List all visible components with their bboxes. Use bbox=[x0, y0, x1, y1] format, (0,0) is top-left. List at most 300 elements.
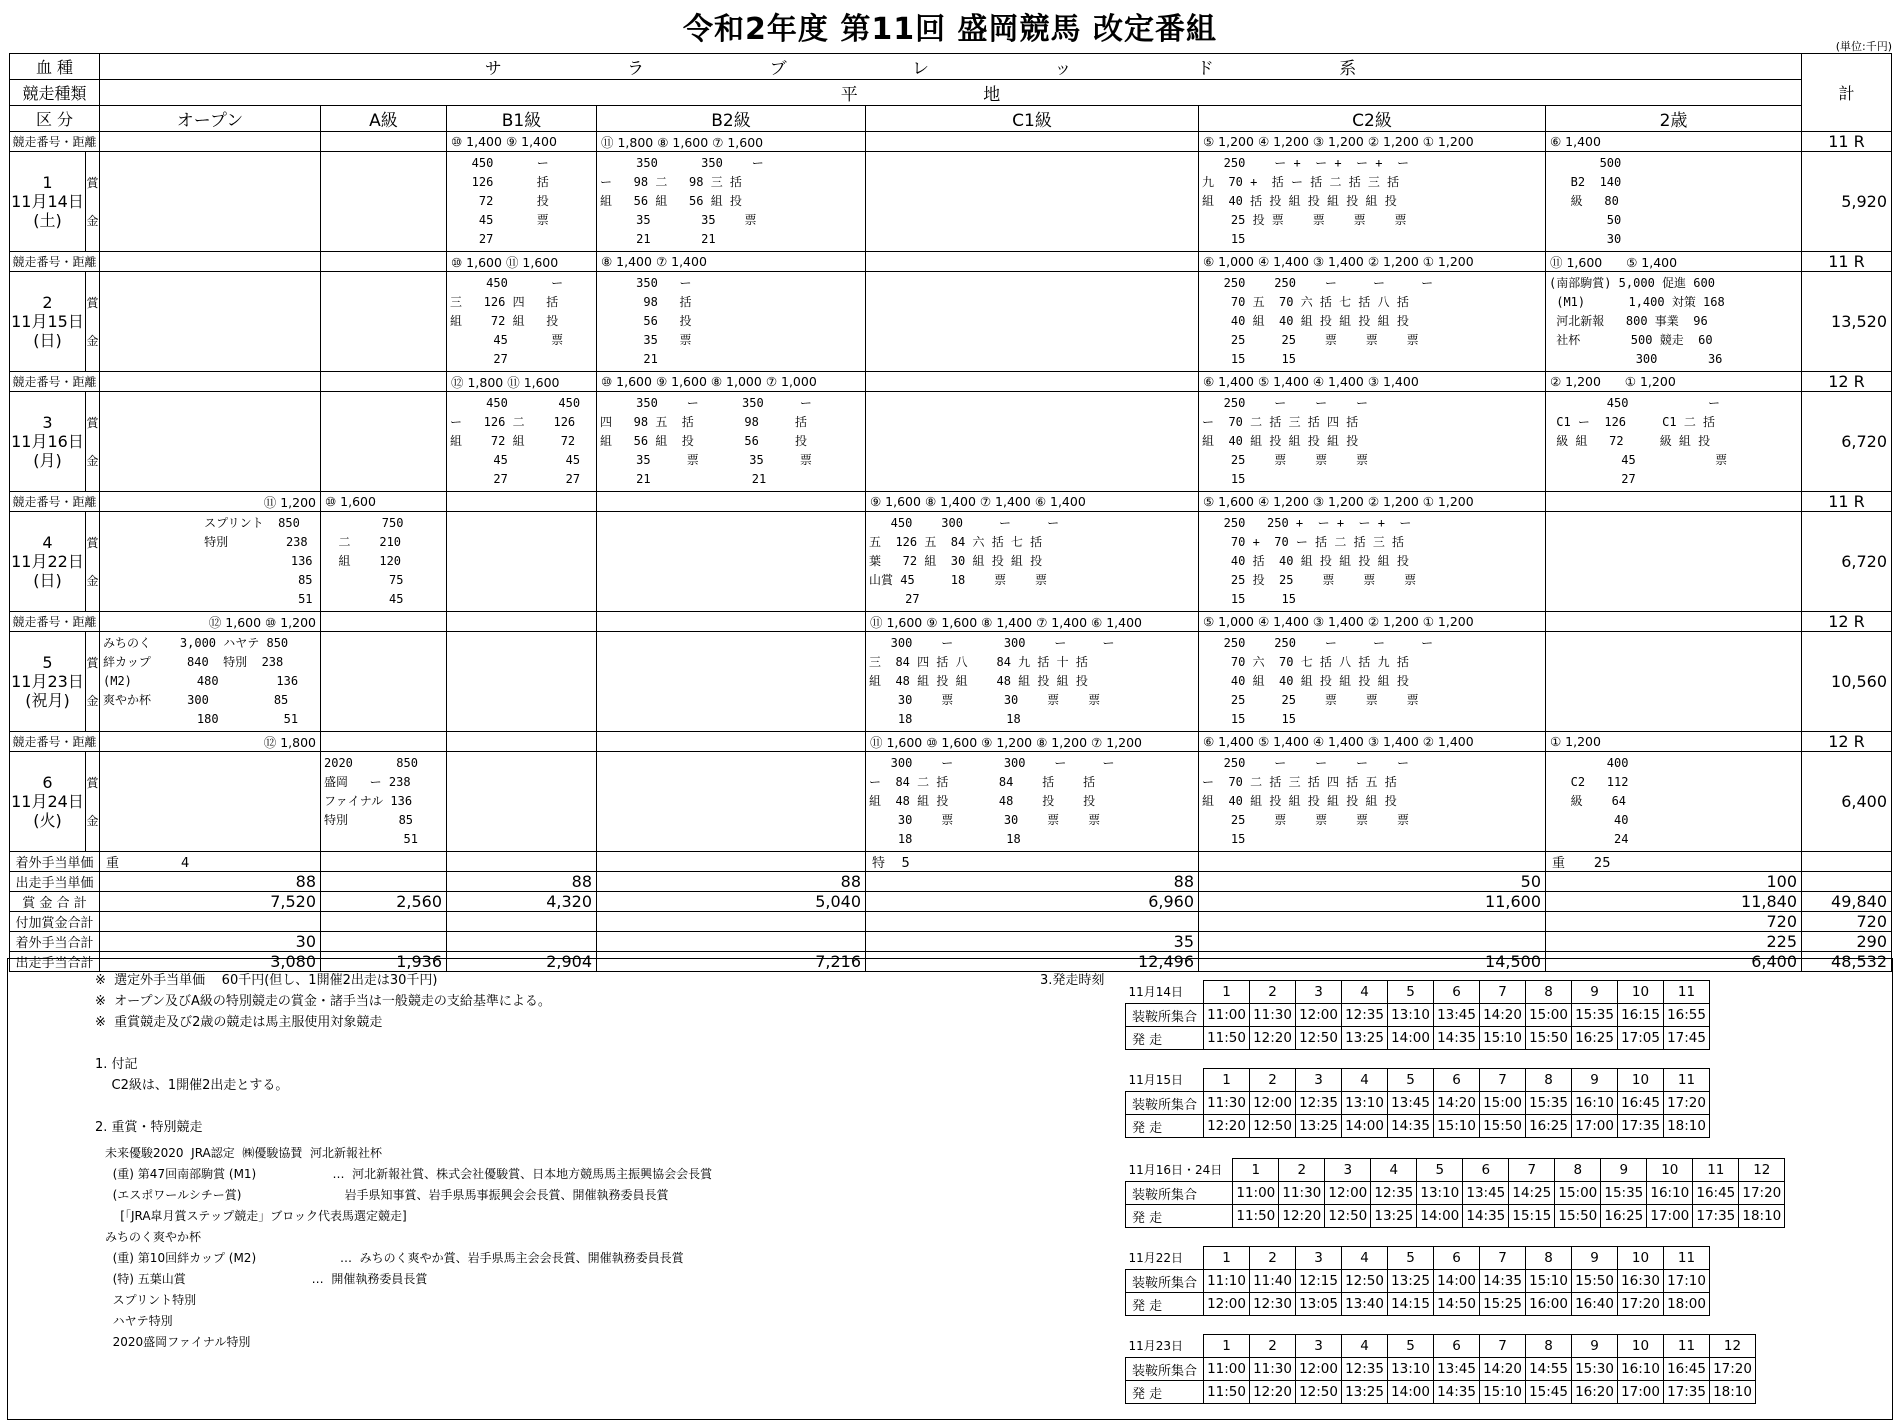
race-number: 1 bbox=[1204, 1069, 1250, 1092]
prize-money bbox=[321, 632, 446, 636]
summary-cell bbox=[321, 852, 447, 872]
distance-label: 競走番号・距離 bbox=[10, 372, 100, 392]
race-distance: ⑤ 1,600 ④ 1,200 ③ 1,200 ② 1,200 ① 1,200 bbox=[1199, 492, 1546, 512]
race-type-value: 平 地 bbox=[100, 80, 1802, 106]
race-distance bbox=[1546, 492, 1802, 512]
race-distance bbox=[321, 252, 447, 272]
race-number: 10 bbox=[1618, 1069, 1664, 1092]
day-prize-total: 5,920 bbox=[1802, 152, 1892, 252]
prize-label-text: 金 bbox=[86, 333, 99, 348]
assembly-label: 装鞍所集合 bbox=[1126, 1092, 1204, 1115]
prize-cell bbox=[321, 512, 447, 612]
race-number: 3 bbox=[1325, 1159, 1371, 1182]
assembly-time: 14:35 bbox=[1480, 1270, 1526, 1293]
start-time: 18:10 bbox=[1710, 1381, 1756, 1404]
prize-cell bbox=[100, 512, 321, 612]
start-time: 13:40 bbox=[1342, 1293, 1388, 1316]
race-number: 1 bbox=[1204, 1247, 1250, 1270]
prize-cell bbox=[321, 392, 447, 492]
day-of-week: (土) bbox=[33, 211, 62, 230]
assembly-label: 装鞍所集合 bbox=[1126, 1358, 1204, 1381]
prize-cell bbox=[100, 272, 321, 372]
timetable-date: 11月14日 bbox=[1128, 985, 1184, 1000]
day-number: 5 bbox=[42, 653, 53, 672]
prize-money: 400 C2 112 級 64 40 24 bbox=[1570, 756, 1629, 846]
start-time: 12:50 bbox=[1296, 1027, 1342, 1050]
prize-label-text: 賞 bbox=[86, 775, 99, 790]
prize-cell bbox=[866, 152, 1199, 252]
race-number: 5 bbox=[1388, 1335, 1434, 1358]
race-day bbox=[10, 752, 86, 852]
start-time: 15:10 bbox=[1480, 1027, 1526, 1050]
assembly-time: 16:10 bbox=[1647, 1182, 1693, 1205]
start-time: 12:20 bbox=[1279, 1205, 1325, 1228]
race-distance bbox=[447, 612, 597, 632]
race-distance: ⑪ 1,800 ⑧ 1,600 ⑦ 1,600 bbox=[597, 132, 866, 152]
prize-cell bbox=[1546, 272, 1802, 372]
race-number: 1 bbox=[1204, 981, 1250, 1004]
prize-money bbox=[597, 512, 865, 516]
assembly-time: 15:00 bbox=[1526, 1004, 1572, 1027]
assembly-time: 12:35 bbox=[1296, 1092, 1342, 1115]
assembly-time: 17:20 bbox=[1664, 1092, 1710, 1115]
prize-money: スプリント 850 特別 238 136 85 51 bbox=[204, 516, 313, 606]
assembly-time: 13:45 bbox=[1388, 1092, 1434, 1115]
summary-cell: 3,080 bbox=[100, 952, 321, 972]
prize-money bbox=[866, 152, 1198, 156]
prize-cell bbox=[1546, 752, 1802, 852]
total-races: 12 R bbox=[1802, 612, 1892, 632]
race-number: 3 bbox=[1296, 981, 1342, 1004]
assembly-time: 14:25 bbox=[1509, 1182, 1555, 1205]
start-time: 15:10 bbox=[1480, 1381, 1526, 1404]
race-distance: ⑧ 1,400 ⑦ 1,400 bbox=[597, 252, 866, 272]
assembly-time: 12:35 bbox=[1342, 1004, 1388, 1027]
prize-cell bbox=[866, 632, 1199, 732]
assembly-time: 15:35 bbox=[1526, 1092, 1572, 1115]
assembly-time: 14:20 bbox=[1480, 1358, 1526, 1381]
start-time: 14:35 bbox=[1388, 1115, 1434, 1138]
assembly-time: 16:30 bbox=[1618, 1270, 1664, 1293]
race-number: 7 bbox=[1509, 1159, 1555, 1182]
prize-money bbox=[447, 632, 596, 636]
prize-cell bbox=[866, 392, 1199, 492]
start-time: 17:00 bbox=[1572, 1115, 1618, 1138]
prize-money bbox=[321, 152, 446, 156]
start-time: 18:10 bbox=[1739, 1205, 1785, 1228]
day-date: 11月23日 bbox=[11, 672, 84, 691]
class-header: オープン bbox=[100, 106, 321, 132]
distance-label: 競走番号・距離 bbox=[10, 132, 100, 152]
day-date: 11月16日 bbox=[11, 432, 84, 451]
race-number: 11 bbox=[1664, 981, 1710, 1004]
prize-cell bbox=[597, 512, 866, 612]
prize-cell bbox=[866, 272, 1199, 372]
race-number: 11 bbox=[1664, 1335, 1710, 1358]
prize-money: 250 250 ー ー ー 70 六 70 七 括 八 括 九 括 40 組 40 組 投 組 投 組 投 25 25 票 票 票 15 15 bbox=[1223, 636, 1434, 726]
prize-money: 450 ー 126 括 72 投 45 票 27 bbox=[471, 156, 549, 246]
assembly-time: 12:00 bbox=[1296, 1358, 1342, 1381]
total-races: 11 R bbox=[1802, 492, 1892, 512]
race-distance bbox=[1546, 612, 1802, 632]
start-time: 14:15 bbox=[1388, 1293, 1434, 1316]
prize-cell bbox=[100, 752, 321, 852]
race-number: 3 bbox=[1296, 1247, 1342, 1270]
race-number: 9 bbox=[1601, 1159, 1647, 1182]
start-time-table bbox=[1125, 1334, 1756, 1404]
race-number: 4 bbox=[1342, 1335, 1388, 1358]
prize-cell bbox=[100, 392, 321, 492]
prize-money: 500 B2 140 級 80 50 30 bbox=[1570, 156, 1622, 246]
start-time: 17:00 bbox=[1618, 1381, 1664, 1404]
summary-cell: 重 25 bbox=[1546, 852, 1802, 872]
prize-money: 450 450 ー 126 二 126 組 72 組 72 45 45 27 27 bbox=[450, 396, 581, 486]
summary-cell: 720 bbox=[1546, 912, 1802, 932]
race-number: 4 bbox=[1342, 1247, 1388, 1270]
assembly-time: 15:35 bbox=[1572, 1004, 1618, 1027]
summary-cell: 88 bbox=[597, 872, 866, 892]
summary-cell bbox=[866, 912, 1199, 932]
race-number: 2 bbox=[1250, 1247, 1296, 1270]
start-time: 12:50 bbox=[1296, 1381, 1342, 1404]
summary-label: 着外手当合計 bbox=[10, 932, 100, 952]
summary-cell bbox=[100, 912, 321, 932]
assembly-time: 14:20 bbox=[1480, 1004, 1526, 1027]
race-day bbox=[10, 152, 86, 252]
race-number: 11 bbox=[1693, 1159, 1739, 1182]
prize-label bbox=[86, 512, 100, 612]
race-distance: ⑪ 1,600 ⑤ 1,400 bbox=[1546, 252, 1802, 272]
start-time: 16:25 bbox=[1601, 1205, 1647, 1228]
summary-total: 49,840 bbox=[1802, 892, 1892, 912]
race-distance bbox=[447, 732, 597, 752]
start-time: 12:00 bbox=[1204, 1293, 1250, 1316]
total-races: 12 R bbox=[1802, 732, 1892, 752]
day-prize-total: 6,720 bbox=[1802, 392, 1892, 492]
prize-money bbox=[100, 272, 320, 276]
race-number: 3 bbox=[1296, 1335, 1342, 1358]
summary-cell: 100 bbox=[1546, 872, 1802, 892]
prize-cell bbox=[1546, 392, 1802, 492]
prize-money: 250 ー + ー + ー + ー 九 70 + 括 ー 括 二 括 三 括 組 40 括 投 組 投 組 投 組 投 25 投 票 票 票 票 15 bbox=[1202, 156, 1409, 246]
race-number: 6 bbox=[1434, 1335, 1480, 1358]
total-races: 11 R bbox=[1802, 132, 1892, 152]
assembly-time: 11:40 bbox=[1250, 1270, 1296, 1293]
summary-cell: 11,840 bbox=[1546, 892, 1802, 912]
summary-cell bbox=[321, 932, 447, 952]
race-number: 9 bbox=[1572, 1069, 1618, 1092]
assembly-time: 11:10 bbox=[1204, 1270, 1250, 1293]
assembly-time: 12:50 bbox=[1342, 1270, 1388, 1293]
race-number: 9 bbox=[1572, 981, 1618, 1004]
class-label: 区 分 bbox=[10, 106, 100, 132]
race-number: 6 bbox=[1463, 1159, 1509, 1182]
prize-label bbox=[86, 392, 100, 492]
day-date: 11月14日 bbox=[11, 192, 84, 211]
assembly-time: 16:15 bbox=[1618, 1004, 1664, 1027]
race-number: 11 bbox=[1664, 1069, 1710, 1092]
prize-cell bbox=[447, 632, 597, 732]
prize-money: 300 ー 300 ー ー ー 84 二 括 84 括 括 組 48 組 投 48 投 投 30 票 30 票 票 18 18 bbox=[869, 756, 1115, 846]
assembly-time: 11:30 bbox=[1250, 1004, 1296, 1027]
start-time: 12:20 bbox=[1250, 1381, 1296, 1404]
summary-cell: 2,904 bbox=[447, 952, 597, 972]
start-label: 発 走 bbox=[1126, 1205, 1233, 1228]
summary-cell bbox=[597, 852, 866, 872]
race-number: 6 bbox=[1434, 1247, 1480, 1270]
start-time-table bbox=[1125, 1246, 1710, 1316]
prize-cell bbox=[447, 392, 597, 492]
prize-label-text: 賞 bbox=[86, 535, 99, 550]
race-distance: ⑪ 1,200 bbox=[100, 492, 321, 512]
summary-cell: 6,400 bbox=[1546, 952, 1802, 972]
start-time: 17:45 bbox=[1664, 1027, 1710, 1050]
start-label: 発 走 bbox=[1126, 1293, 1204, 1316]
start-time-table bbox=[1125, 980, 1710, 1050]
assembly-time: 16:45 bbox=[1693, 1182, 1739, 1205]
day-prize-total: 10,560 bbox=[1802, 632, 1892, 732]
summary-cell bbox=[597, 932, 866, 952]
start-time: 15:50 bbox=[1480, 1115, 1526, 1138]
summary-cell: 88 bbox=[866, 872, 1199, 892]
assembly-label: 装鞍所集合 bbox=[1126, 1270, 1204, 1293]
assembly-time: 16:55 bbox=[1664, 1004, 1710, 1027]
race-distance: ⑥ 1,400 bbox=[1546, 132, 1802, 152]
summary-cell bbox=[447, 912, 597, 932]
assembly-label: 装鞍所集合 bbox=[1126, 1004, 1204, 1027]
prize-cell bbox=[447, 272, 597, 372]
prize-label-text: 賞 bbox=[86, 295, 99, 310]
assembly-time: 17:10 bbox=[1664, 1270, 1710, 1293]
summary-cell: 6,960 bbox=[866, 892, 1199, 912]
start-time: 14:35 bbox=[1434, 1381, 1480, 1404]
race-distance: ⑨ 1,600 ⑧ 1,400 ⑦ 1,400 ⑥ 1,400 bbox=[866, 492, 1199, 512]
race-number: 5 bbox=[1388, 1069, 1434, 1092]
class-header: 2歳 bbox=[1546, 106, 1802, 132]
race-number: 9 bbox=[1572, 1335, 1618, 1358]
race-number: 7 bbox=[1480, 981, 1526, 1004]
prize-money: 250 250 ー ー ー 70 五 70 六 括 七 括 八 括 40 組 40 組 投 組 投 組 投 25 25 票 票 票 15 15 bbox=[1223, 276, 1434, 366]
start-time: 14:00 bbox=[1388, 1381, 1434, 1404]
start-time-heading: 3.発走時刻 bbox=[1040, 973, 1105, 988]
prize-money bbox=[1546, 632, 1801, 636]
prize-cell bbox=[100, 152, 321, 252]
start-time: 17:35 bbox=[1618, 1115, 1664, 1138]
race-number: 7 bbox=[1480, 1335, 1526, 1358]
timetable-date: 11月23日 bbox=[1128, 1339, 1184, 1354]
race-distance: ⑫ 1,800 ⑪ 1,600 bbox=[447, 372, 597, 392]
race-number: 2 bbox=[1250, 981, 1296, 1004]
prize-money: 250 250 + ー + ー + ー 70 + 70 ー 括 二 括 三 括 40 括 40 組 投 組 投 組 投 25 投 25 票 票 票 15 15 bbox=[1223, 516, 1417, 606]
race-number: 1 bbox=[1204, 1335, 1250, 1358]
race-day bbox=[10, 632, 86, 732]
summary-total bbox=[1802, 852, 1892, 872]
start-time: 16:25 bbox=[1526, 1115, 1572, 1138]
prize-money: 250 ー ー ー ー ー 70 二 括 三 括 四 括 五 括 組 40 組 投 組 投 組 投 組 投 25 票 票 票 票 15 bbox=[1202, 756, 1409, 846]
summary-cell bbox=[447, 932, 597, 952]
race-distance: ⑪ 1,600 ⑨ 1,600 ⑧ 1,400 ⑦ 1,400 ⑥ 1,400 bbox=[866, 612, 1199, 632]
start-time: 13:25 bbox=[1371, 1205, 1417, 1228]
prize-money bbox=[597, 632, 865, 636]
assembly-time: 11:30 bbox=[1250, 1358, 1296, 1381]
prize-money: 2020 850 盛岡 ー 238 ファイナル 136 特別 85 51 bbox=[324, 756, 418, 846]
breed-value: サ ラ ブ レ ッ ド 系 bbox=[100, 54, 1802, 80]
summary-cell: 2,560 bbox=[321, 892, 447, 912]
breed-label: 血 種 bbox=[10, 54, 100, 80]
prize-label-text: 金 bbox=[86, 813, 99, 828]
start-time: 18:10 bbox=[1664, 1115, 1710, 1138]
summary-total: 290 bbox=[1802, 932, 1892, 952]
race-number: 2 bbox=[1279, 1159, 1325, 1182]
race-day bbox=[10, 392, 86, 492]
assembly-time: 11:00 bbox=[1204, 1004, 1250, 1027]
race-number: 12 bbox=[1710, 1335, 1756, 1358]
prize-money: 450 ー 三 126 四 括 組 72 組 投 45 票 27 bbox=[450, 276, 564, 366]
prize-cell bbox=[597, 632, 866, 732]
prize-cell bbox=[447, 512, 597, 612]
start-time: 12:50 bbox=[1250, 1115, 1296, 1138]
total-races: 12 R bbox=[1802, 372, 1892, 392]
start-time: 14:50 bbox=[1434, 1293, 1480, 1316]
assembly-time: 16:45 bbox=[1664, 1358, 1710, 1381]
race-number: 12 bbox=[1739, 1159, 1785, 1182]
race-day bbox=[10, 272, 86, 372]
start-time: 16:20 bbox=[1572, 1381, 1618, 1404]
assembly-time: 13:45 bbox=[1463, 1182, 1509, 1205]
start-time: 15:50 bbox=[1526, 1027, 1572, 1050]
start-time: 16:00 bbox=[1526, 1293, 1572, 1316]
class-header: B1級 bbox=[447, 106, 597, 132]
race-distance: ⑥ 1,000 ④ 1,400 ③ 1,400 ② 1,200 ① 1,200 bbox=[1199, 252, 1546, 272]
prize-money bbox=[1546, 512, 1801, 516]
race-number: 10 bbox=[1647, 1159, 1693, 1182]
start-time: 13:25 bbox=[1342, 1381, 1388, 1404]
assembly-time: 11:00 bbox=[1233, 1182, 1279, 1205]
prize-money bbox=[321, 392, 446, 396]
race-number: 5 bbox=[1388, 1247, 1434, 1270]
prize-money: 250 ー ー ー ー 70 二 括 三 括 四 括 組 40 組 投 組 投 組 投 25 票 票 票 15 bbox=[1202, 396, 1369, 486]
race-distance bbox=[866, 252, 1199, 272]
assembly-time: 13:10 bbox=[1388, 1358, 1434, 1381]
start-time: 11:50 bbox=[1204, 1381, 1250, 1404]
start-time: 17:35 bbox=[1664, 1381, 1710, 1404]
race-distance: ⑫ 1,800 bbox=[100, 732, 321, 752]
start-time: 15:50 bbox=[1555, 1205, 1601, 1228]
prize-money bbox=[597, 752, 865, 756]
prize-label-text: 金 bbox=[86, 213, 99, 228]
total-races: 11 R bbox=[1802, 252, 1892, 272]
assembly-time: 12:35 bbox=[1342, 1358, 1388, 1381]
race-number: 4 bbox=[1342, 981, 1388, 1004]
summary-cell: 7,216 bbox=[597, 952, 866, 972]
day-of-week: (火) bbox=[33, 811, 62, 830]
prize-cell bbox=[1199, 272, 1546, 372]
race-distance: ⑤ 1,200 ④ 1,200 ③ 1,200 ② 1,200 ① 1,200 bbox=[1199, 132, 1546, 152]
assembly-time: 11:30 bbox=[1204, 1092, 1250, 1115]
page-title: 令和2年度 第11回 盛岡競馬 改定番組 bbox=[683, 12, 1217, 47]
distance-label: 競走番号・距離 bbox=[10, 732, 100, 752]
start-time: 13:05 bbox=[1296, 1293, 1342, 1316]
race-distance bbox=[447, 492, 597, 512]
race-number: 9 bbox=[1572, 1247, 1618, 1270]
prize-money bbox=[100, 152, 320, 156]
prize-cell bbox=[1199, 512, 1546, 612]
race-distance bbox=[100, 372, 321, 392]
start-time: 15:25 bbox=[1480, 1293, 1526, 1316]
day-number: 6 bbox=[42, 773, 53, 792]
race-distance bbox=[597, 492, 866, 512]
notes-special-races: 未来優駿2020 JRA認定 ㈱優駿協賛 河北新報社杯 (重) 第47回南部駒賞 (M1) … 河北新報社賞、株式会社優駿賞、日本地方競馬馬主振興協会会長賞 (エスポワールシチー賞) 岩手県知事賞、岩手県馬事振興会会長賞、開催執務委員長賞 [「JRA皐月賞ステップ競走」ブロック代表馬選定競走] みちのく爽やか杯 (重) 第10回絆カップ (M2) … みちのく爽やか賞、岩手県馬主会会長賞、開催執務委員長賞 (特) 五葉山賞 … 開催執務委員長賞 スプリント特別 ハヤテ特別 2020盛岡ファイナル特別 bbox=[105, 1146, 713, 1349]
race-distance bbox=[321, 372, 447, 392]
race-number: 8 bbox=[1526, 1069, 1572, 1092]
prize-cell bbox=[321, 632, 447, 732]
prize-cell bbox=[1199, 392, 1546, 492]
race-number: 4 bbox=[1342, 1069, 1388, 1092]
race-number: 5 bbox=[1388, 981, 1434, 1004]
summary-total: 720 bbox=[1802, 912, 1892, 932]
start-time: 12:20 bbox=[1204, 1115, 1250, 1138]
prize-money: 350 350 ー ー 98 二 98 三 括 組 56 組 56 組 投 35 35 票 21 21 bbox=[600, 156, 764, 246]
summary-cell: 30 bbox=[100, 932, 321, 952]
race-number: 10 bbox=[1618, 1335, 1664, 1358]
assembly-time: 11:30 bbox=[1279, 1182, 1325, 1205]
race-number: 6 bbox=[1434, 1069, 1480, 1092]
start-time: 14:35 bbox=[1434, 1027, 1480, 1050]
start-time-table bbox=[1125, 1158, 1785, 1228]
prize-cell bbox=[866, 512, 1199, 612]
prize-label-text: 金 bbox=[86, 693, 99, 708]
start-time: 12:30 bbox=[1250, 1293, 1296, 1316]
prize-cell bbox=[321, 272, 447, 372]
prize-label-text: 賞 bbox=[86, 655, 99, 670]
prize-cell bbox=[1546, 512, 1802, 612]
race-distance bbox=[321, 132, 447, 152]
start-time: 13:25 bbox=[1296, 1115, 1342, 1138]
day-number: 3 bbox=[42, 413, 53, 432]
race-distance bbox=[866, 372, 1199, 392]
race-distance: ⑩ 1,600 ⑨ 1,600 ⑧ 1,000 ⑦ 1,000 bbox=[597, 372, 866, 392]
day-date: 11月24日 bbox=[11, 792, 84, 811]
prize-cell bbox=[597, 392, 866, 492]
prize-cell bbox=[1199, 632, 1546, 732]
class-header: A級 bbox=[321, 106, 447, 132]
unit-note: (単位:千円) bbox=[1835, 40, 1892, 53]
prize-money: 350 ー 98 括 56 投 35 票 21 bbox=[636, 276, 692, 366]
day-of-week: (祝月) bbox=[25, 691, 70, 710]
prize-money: 450 ー C1 ー 126 C1 二 括 級 組 72 級 組 投 45 票 27 bbox=[1556, 396, 1728, 486]
total-header: 計 bbox=[1802, 54, 1892, 132]
race-number: 2 bbox=[1250, 1069, 1296, 1092]
assembly-time: 15:10 bbox=[1526, 1270, 1572, 1293]
prize-label-text: 金 bbox=[86, 453, 99, 468]
race-number: 7 bbox=[1480, 1069, 1526, 1092]
prize-money: みちのく 3,000 ハヤテ 850 絆カップ 840 特別 238 (M2) 480 136 爽やか杯 300 85 180 51 bbox=[103, 636, 299, 726]
start-time: 18:00 bbox=[1664, 1293, 1710, 1316]
assembly-time: 12:15 bbox=[1296, 1270, 1342, 1293]
assembly-time: 12:35 bbox=[1371, 1182, 1417, 1205]
assembly-time: 15:30 bbox=[1572, 1358, 1618, 1381]
day-prize-total: 6,400 bbox=[1802, 752, 1892, 852]
prize-money: (南部駒賞) 5,000 促進 600 (M1) 1,400 対策 168 河北新報 800 事業 96 社杯 500 競走 60 300 36 bbox=[1549, 276, 1725, 366]
race-number: 10 bbox=[1618, 1247, 1664, 1270]
start-time: 15:45 bbox=[1526, 1381, 1572, 1404]
assembly-time: 13:25 bbox=[1388, 1270, 1434, 1293]
prize-money bbox=[447, 752, 596, 756]
race-number: 8 bbox=[1555, 1159, 1601, 1182]
race-number: 8 bbox=[1526, 981, 1572, 1004]
prize-money bbox=[100, 752, 320, 756]
prize-money bbox=[866, 392, 1198, 396]
